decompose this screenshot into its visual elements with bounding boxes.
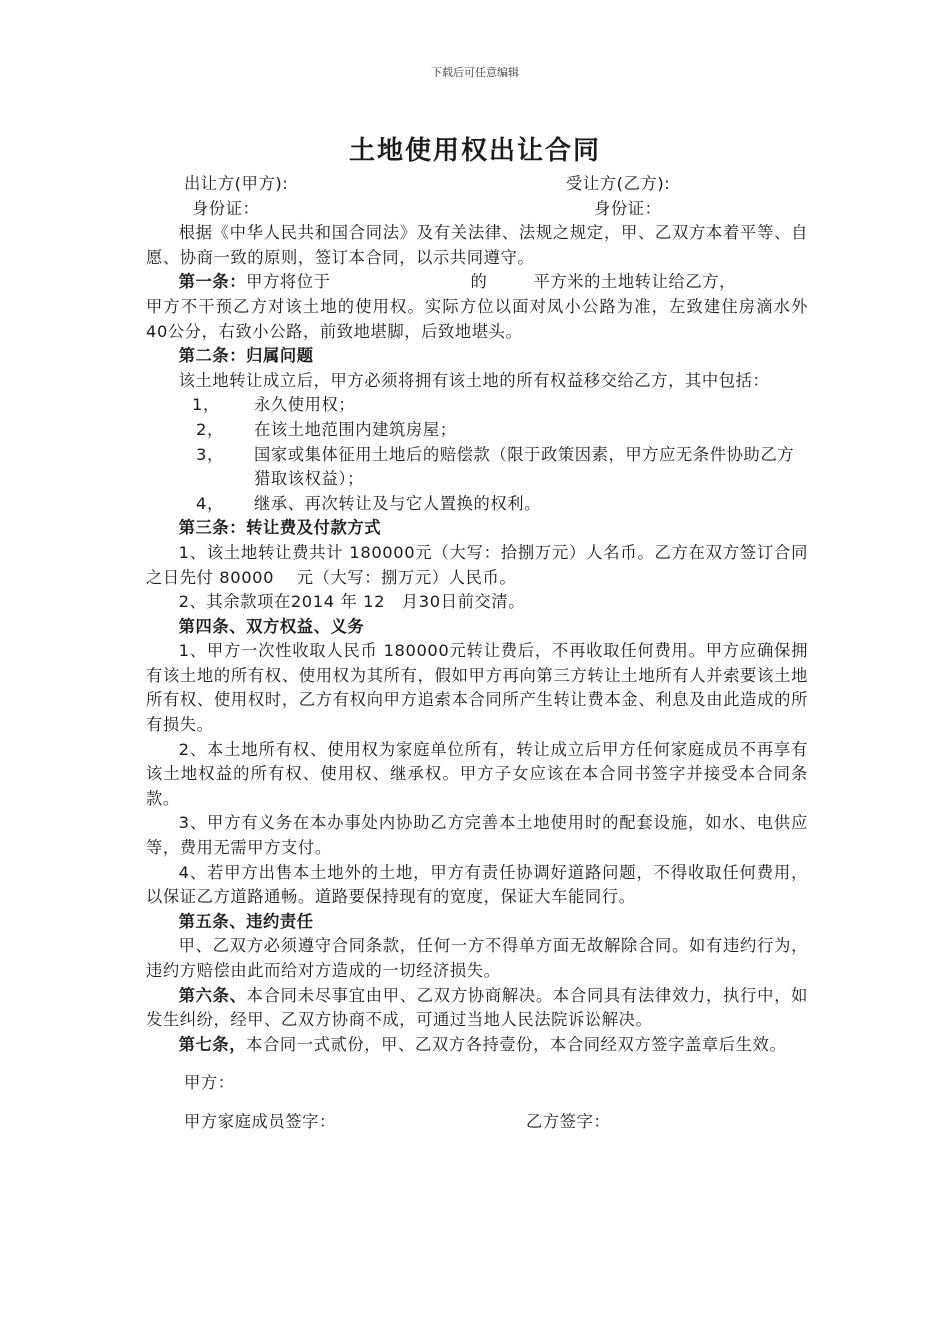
article-1-rest: 甲方不干预乙方对该土地的使用权。实际方位以面对凤小公路为准，左致建住房滴水外 40公分，右致小公路，前致地堪脚，后致地堪头。 [146,296,808,341]
article-7 [146,1033,808,1058]
family-signature-label: 甲方家庭成员签字： [184,1111,336,1131]
item-text: 在该土地范围内建筑房屋； [254,419,457,439]
signature-row [146,1110,808,1135]
article-4-para-3: 3、甲方有义务在本办事处内协助乙方完善本土地使用时的配套设施，如水、电供应等，费用无需甲方支付。 [146,813,808,858]
intro-paragraph: 根据《中华人民共和国合同法》及有关法律、法规之规定，甲、乙双方本着平等、自愿、协商一致的原则，签订本合同，以示共同遵守。 [146,223,808,267]
article-7-text: 本合同一式贰份，甲、乙双方各持壹份，本合同经双方签字盖章后生效。 [246,1034,787,1054]
article-1-heading: 第一条： [178,272,247,292]
article-3-para-1: 1、该土地转让费共计 180000元（大写：拾捌万元）人名币。乙方在双方签订合同之日先付 80000 元（大写：捌万元）人民币。 [146,542,808,587]
article-4-para-2: 2、本土地所有权、使用权为家庭单位所有，转让成立后甲方任何家庭成员不再享有该土地权益的所有权、使用权、继承权。甲方子女应该在本合同书签字并接受本合同条款。 [146,739,808,808]
item-text: 继承、再次转让及与它人置换的权利。 [254,493,541,513]
page-header: 下载后可任意编辑 [431,66,519,79]
grantor-label: 出让方(甲方): [184,174,289,193]
article-1-text-c: 平方米的土地转让给乙方， [533,272,737,292]
article-5-heading: 第五条、违约责任 [178,911,314,931]
contract-title: 土地使用权出让合同 [348,136,601,166]
id-row [146,197,808,222]
item-number: 2， [196,419,224,439]
article-6-heading: 第六条、 [178,985,247,1005]
party-a-label: 甲方： [184,1073,235,1093]
article-6 [146,984,808,1033]
item-text: 永久使用权； [254,395,356,415]
article-3-para-2: 2、其余款项在2014 年 12 月30日前交清。 [178,592,526,612]
parties-row [146,172,808,197]
grantee-id-label: 身份证： [594,198,662,218]
grantee-label: 受让方(乙方): [566,174,671,193]
article-1-text-b: 的 [470,272,488,292]
party-a-signature-row [146,1071,808,1096]
article-4-para-4: 4、若甲方出售本土地外的土地，甲方有责任协调好道路问题，不得收取任何费用，以保证乙方道路通畅。道路要保持现有的宽度，保证大车能同行。 [146,862,808,907]
contract-body [146,172,808,1135]
article-5-para-1: 甲、乙双方必须遵守合同条款，任何一方不得单方面无故解除合同。如有违约行为，违约方赔偿由此而给对方造成的一切经济损失。 [146,936,808,980]
article-3-heading: 第三条：转让费及付款方式 [178,518,382,538]
article-1-first-line [146,270,808,295]
article-1-text-a: 甲方将位于 [246,272,331,292]
article-4-para-1: 1、甲方一次性收取人民币 180000元转让费后，不再收取任何费用。甲方应确保拥有该土地的所有权、使用权为其所有，假如甲方再向第三方转让土地所有人并索要该土地所有权、使用权时，乙方有权向甲方追索本合同所产生转让费本金、利息及由此造成的所有损失。 [146,641,808,735]
party-b-signature-label: 乙方签字： [526,1111,611,1131]
article-2-item-4 [146,492,808,517]
item-number: 4， [196,493,224,513]
item-text: 国家或集体征用土地后的赔偿款（限于政策因素，甲方应无条件协助乙方猎取该权益）； [254,444,795,489]
article-2-item-2 [146,418,808,443]
item-number: 3， [196,444,224,464]
grantor-id-label: 身份证： [192,198,260,218]
article-2-lead: 该土地转让成立后，甲方必须将拥有该土地的所有权益移交给乙方，其中包括： [178,370,770,390]
article-2-item-1 [146,393,808,418]
article-4-heading: 第四条、双方权益、义务 [178,616,365,636]
article-2-heading: 第二条：归属问题 [178,346,314,366]
item-number: 1， [192,395,220,415]
article-2-item-3 [146,443,808,492]
article-7-heading: 第七条， [178,1034,247,1054]
article-6-text: 本合同未尽事宜由甲、乙双方协商解决。本合同具有法律效力，执行中，如发生纠纷，经甲、乙双方协商不成，可通过当地人民法院诉讼解决。 [146,985,808,1030]
